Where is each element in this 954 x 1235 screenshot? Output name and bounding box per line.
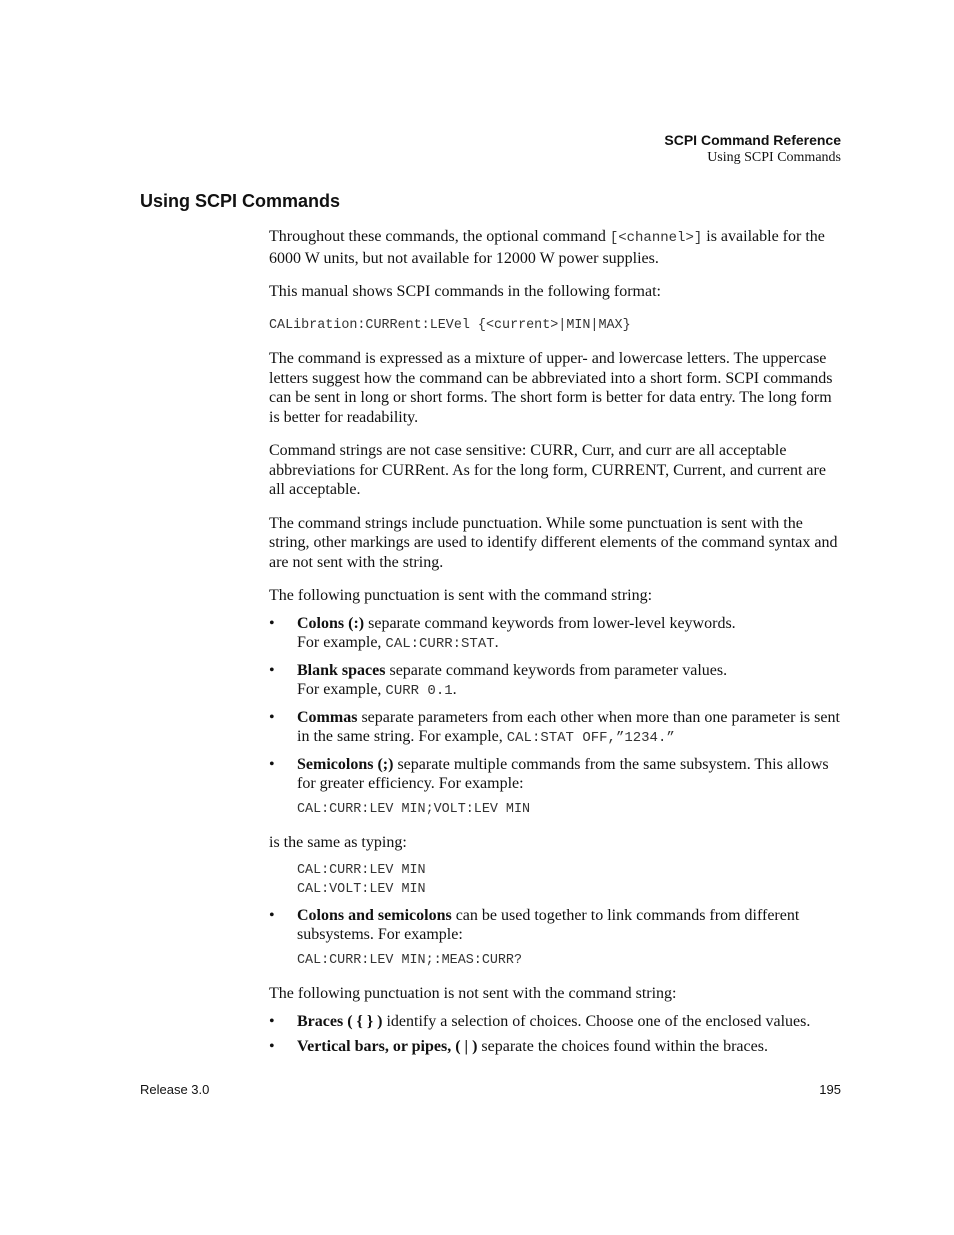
punctuation-paragraph: The command strings include punctuation. While some punctuation is sent with the string, other markings are used to identify different elements of the command syntax and are not sent with the string.	[269, 514, 838, 571]
bullet-icon: •	[269, 1038, 275, 1055]
example-end-colons: .	[494, 634, 499, 651]
footer-page-number: 195	[819, 1082, 841, 1097]
intro-code: [<channel>]	[609, 230, 703, 246]
list-item-vertical-bars	[269, 1037, 842, 1057]
bullet-icon: •	[269, 708, 275, 726]
page-heading: Using SCPI Commands	[140, 191, 341, 211]
desc-blank-spaces: separate command keywords from parameter values.	[385, 661, 728, 679]
example-lead-colons: For example,	[297, 634, 386, 651]
list-item-colons-and-semicolons	[269, 906, 842, 971]
bullet-icon: •	[269, 661, 275, 679]
term-braces: Braces ( { } )	[297, 1012, 383, 1030]
list-item-semicolons	[269, 755, 842, 820]
example-code-semicolons: CAL:CURR:LEV MIN;VOLT:LEV MIN	[297, 801, 531, 817]
running-header	[664, 131, 841, 167]
example-lead-blank-spaces: For example,	[297, 681, 386, 698]
same-as-code-line-2: CAL:VOLT:LEV MIN	[297, 882, 426, 897]
term-blank-spaces: Blank spaces	[297, 661, 386, 679]
case-sensitivity-paragraph: Command strings are not case sensitive: CURR, Curr, and curr are all acceptable abbreviations for CURRent. As for the long form, CURRENT, Current, and current are all acceptable.	[269, 442, 826, 498]
example-end-blank-spaces: .	[452, 681, 457, 698]
not-sent-punctuation-list	[269, 1012, 842, 1057]
same-as-text: is the same as typing:	[269, 834, 407, 851]
desc-vertical-bars: separate the choices found within the braces.	[477, 1038, 768, 1055]
term-vertical-bars: Vertical bars, or pipes, ( | )	[297, 1038, 478, 1055]
term-commas: Commas	[297, 708, 358, 726]
desc-semicolons: separate multiple commands from the same subsystem. This allows for greater efficiency. For example:	[297, 755, 829, 792]
same-as-code-line-1: CAL:CURR:LEV MIN	[297, 862, 426, 878]
body-content	[269, 227, 842, 1063]
sent-punctuation-intro: The following punctuation is sent with the command string:	[269, 587, 653, 604]
intro-text-1: Throughout these commands, the optional command	[269, 228, 610, 245]
footer-release: Release 3.0	[140, 1082, 210, 1097]
header-section-title: SCPI Command Reference	[664, 132, 841, 148]
term-colons-and-semicolons: Colons and semicolons	[297, 906, 452, 924]
desc-colons-and-semicolons: can be used together to link commands from different subsystems. For example:	[297, 906, 800, 943]
list-item-colons	[269, 614, 842, 655]
case-paragraph: The command is expressed as a mixture of upper- and lowercase letters. The uppercase letters suggest how the command can be abbreviated into a short form. SCPI commands can be sent in long or short forms. The short form is better for data entry. The long form is better for readability.	[269, 350, 833, 426]
list-item-commas	[269, 708, 842, 749]
bullet-icon: •	[269, 614, 275, 632]
intro-paragraph	[269, 227, 842, 268]
same-as-code-block	[297, 861, 842, 900]
colons-semicolons-list	[269, 906, 842, 971]
list-item-blank-spaces	[269, 661, 842, 702]
desc-commas: separate parameters from each other when more than one parameter is sent in the same string. For example,	[297, 708, 840, 745]
desc-braces: identify a selection of choices. Choose one of the enclosed values.	[382, 1012, 811, 1030]
example-code-blank-spaces: CURR 0.1	[385, 683, 453, 699]
bullet-icon: •	[269, 755, 275, 773]
example-code-commas: CAL:STAT OFF,”1234.”	[506, 730, 675, 746]
example-code-colons-and-semicolons: CAL:CURR:LEV MIN;:MEAS:CURR?	[297, 952, 522, 968]
header-subsection-title: Using SCPI Commands	[707, 150, 841, 165]
format-example-code: CALibration:CURRent:LEVel {<current>|MIN|MAX}	[269, 317, 631, 333]
example-code-colons: CAL:CURR:STAT	[385, 636, 495, 652]
bullet-icon: •	[269, 906, 275, 924]
term-colons: Colons (:)	[297, 614, 365, 632]
format-intro: This manual shows SCPI commands in the following format:	[269, 283, 661, 300]
bullet-icon: •	[269, 1012, 275, 1030]
not-sent-punctuation-intro: The following punctuation is not sent with the command string:	[269, 985, 677, 1002]
list-item-braces	[269, 1012, 842, 1032]
term-semicolons: Semicolons (;)	[297, 755, 394, 773]
intro-text-2: is available for the 6000 W units, but not available for 12000 W power supplies.	[269, 228, 825, 267]
sent-punctuation-list	[269, 614, 842, 820]
desc-colons: separate command keywords from lower-level keywords.	[364, 614, 736, 632]
